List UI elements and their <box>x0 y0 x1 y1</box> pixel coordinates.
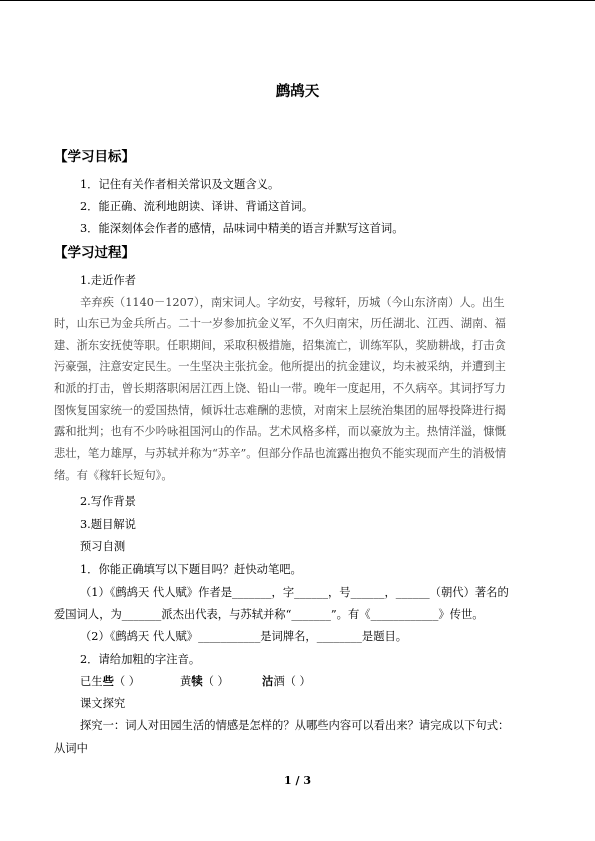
background-section-title: 2.写作背景 <box>80 495 136 508</box>
question-1-1-line-2: 爱国词人，为_______派杰出代表，与苏轼并称“_______”。有《____________》传世。 <box>54 608 484 621</box>
bio-line-6: 图恢复国家统一的爱国热情，倾诉壮志难酬的悲愤，对南宋上层统治集团的屈辱投降进行揭 <box>54 404 506 417</box>
question-1-1-line-1: （1）《鹧鸪天 代人赋》作者是_______，字______，号______，______（朝代）著名的 <box>80 586 509 599</box>
bio-line-7: 露和批判；也有不少吟咏祖国河山的作品。艺术风格多样，而以豪放为主。热情洋溢，慷慨 <box>54 425 506 438</box>
page-title: 鹧鸪天 <box>275 84 320 100</box>
bio-line-3: 建、浙东安抚使等职。任职期间，采取积极措施，招集流亡，训练军队，奖励耕战，打击贪 <box>54 339 506 352</box>
goal-item-2: 2．能正确、流利地朗读、译讲、背诵这首词。 <box>80 200 314 213</box>
goal-item-3: 3．能深刻体会作者的感情，品味词中精美的语言并默写这首词。 <box>80 222 404 235</box>
goals-heading: 【学习目标】 <box>54 149 135 165</box>
bio-line-4: 污豪强，注意安定民生。一生坚决主张抗金。他所提出的抗金建议，均未被采纳，并遭到主 <box>54 360 506 373</box>
page-number: 1 / 3 <box>284 774 311 787</box>
bio-line-2: 时，山东已为金兵所占。二十一岁参加抗金义军，不久归南宋，历任湖北、江西、湖南、福 <box>54 317 506 330</box>
goal-item-1: 1．记住有关作者相关常识及文题含义。 <box>80 178 280 191</box>
question-1: 1．你能正确填写以下题目吗？赶快动笔吧。 <box>80 563 302 576</box>
explore-1-line-1: 探究一：词人对田园生活的情感是怎样的？从哪些内容可以看出来？请完成以下句式： <box>80 719 510 732</box>
pinyin-item-2: 黄犊（ ） <box>180 675 229 688</box>
title-explain-section: 3.题目解说 <box>80 518 136 531</box>
bold-char-2: 犊 <box>191 675 203 688</box>
bold-char-3: 沽 <box>262 675 274 688</box>
question-2: 2．请给加粗的字注音。 <box>80 653 201 666</box>
pinyin-item-1: 已生些（ ） <box>80 675 141 688</box>
header-rule <box>0 0 595 1</box>
question-1-2: （2）《鹧鸪天 代人赋》___________是词牌名，________是题目。 <box>80 630 408 643</box>
author-section-title: 1.走近作者 <box>80 274 136 287</box>
preview-test-heading: 预习自测 <box>80 540 126 553</box>
process-heading: 【学习过程】 <box>54 245 135 261</box>
bio-line-8: 悲壮，笔力雄厚，与苏轼并称为“苏辛”。但部分作品也流露出抱负不能实现而产生的消极情 <box>54 447 507 460</box>
bio-line-1: 辛弃疾（1140－1207），南宋词人。字幼安，号稼轩，历城（今山东济南）人。出生 <box>80 296 505 309</box>
explore-1-line-2: 从词中 <box>54 742 88 755</box>
text-explore-heading: 课文探究 <box>80 697 126 710</box>
pinyin-item-3: 沽酒（ ） <box>262 675 311 688</box>
bio-line-5: 和派的打击，曾长期落职闲居江西上饶、铅山一带。晚年一度起用，不久病卒。其词抒写力 <box>54 382 506 395</box>
bold-char-1: 些 <box>102 675 114 688</box>
bio-line-9: 绪。有《稼轩长短句》。 <box>54 469 173 482</box>
